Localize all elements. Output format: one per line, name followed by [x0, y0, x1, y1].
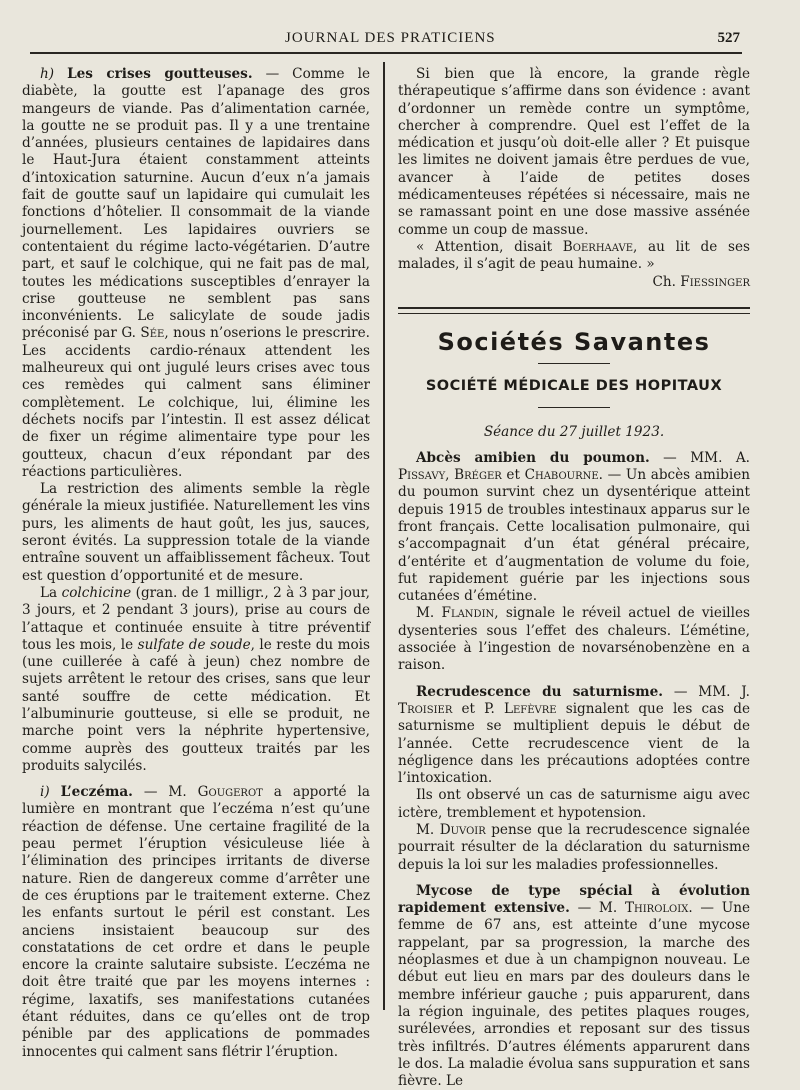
column-divider: [383, 62, 385, 1010]
body-text: — M.: [132, 784, 198, 801]
item-label-i: i): [40, 784, 50, 801]
paragraph-duvoir: [398, 822, 750, 874]
author-name: Thiroloix: [624, 900, 689, 917]
body-text: et: [501, 467, 525, 484]
body-text: signalent que les cas de saturnisme se multiplient depuis le début de l’année. Cette recrudescence vient de la négligence dans les précautions adoptées contre l’intoxication.: [398, 700, 750, 787]
body-text: , au lit de ses malades, il s’agit de peau humaine. »: [398, 238, 750, 273]
section-title: Sociétés Savantes: [437, 327, 711, 356]
body-text: M.: [416, 821, 440, 838]
paragraph-continuation: Si bien que là encore, la grande règle thérapeutique s’affirme dans son évidence : avant d’ordonner un remède contre un symptôme, chercher à comprendre. Quel est l’effet de la médication et jusqu’où doit-elle aller ? Et puisque les limites ne doivent jamais être perdues de vue, avancer à l’aide de petites doses médicamenteuses répétées si nécessaire, mais ne se ramassant point en une dose massive assénée comme un coup de massue.: [398, 66, 750, 238]
term-sulfate-de-soude: sulfate de soude: [137, 636, 251, 653]
body-text: , nous n’oserions le prescrire. Les accidents cardio-rénaux attendent les malheureux qui ont jugulé leurs crises avec tous ces remèdes qui calment sans éliminer complètement. Le colchique, lui, élimine les déchets nocifs par l’intestin. Il est assez délicat de fixer un régime alimentaire type pour les goutteux, chacun d’eux répondant par des réactions particulières.: [22, 325, 370, 480]
paragraph-restriction: La restriction des aliments semble la règle générale la mieux justifiée. Naturellement les vins purs, les aliments de haut goût, les jus, sauces, seront évités. La suppression totale de la viande entraîne souvent un affaiblissement fâcheux. Tout est question d’opportunité et de mesure.: [22, 481, 370, 584]
author-name: Bréger: [454, 467, 502, 484]
body-text: — MM. A.: [649, 449, 750, 466]
right-column: [398, 66, 750, 1090]
paragraph-mycose: [398, 883, 750, 1090]
society-title: SOCIÉTÉ MÉDICALE DES HOPITAUX: [425, 378, 723, 395]
body-text: — Comme le diabète, la goutte est l’apanage des gros mangeurs de viande. Pas d’alimentation carnée, la goutte ne se produit pas. Il y a une trentaine d’années, plusieurs centaines de lapidaires dans le Haut-Jura étaient constamment atteints d’intoxication saturnine. Aucun d’eux n’a jamais fait de goutte sauf un lapidaire qui cumulait les fonctions d’hôtelier. Il consommait de la viande journellement. Les lapidaires ouvriers se contentaient du régime lacto-végétarien. D’autre part, et sauf le colchique, qui ne fait pas de mal, toutes les médications susceptibles d’enrayer la crise goutteuse ne semblent pas sans inconvénients. Le salicylate de soude jadis préconisé par: [22, 66, 370, 342]
signature-name: Fiessinger: [680, 273, 750, 290]
paragraph-crises-goutteuses: [22, 66, 370, 481]
session-date: Séance du 27 juillet 1923.: [483, 424, 665, 441]
paragraph-quote: [398, 239, 750, 274]
body-text: La: [40, 584, 62, 601]
short-rule: [538, 407, 610, 408]
section-divider: [398, 307, 750, 314]
author-name: Chabourne: [524, 467, 599, 484]
author-name: Gougerot: [197, 784, 263, 801]
body-text: — MM. J.: [662, 683, 750, 700]
body-text: « Attention, disait: [416, 238, 563, 255]
heading-crises-goutteuses: Les crises goutteuses.: [67, 66, 253, 82]
term-colchicine: colchicine: [61, 584, 132, 601]
short-rule: [538, 363, 610, 364]
left-column: [22, 66, 370, 1061]
body-text: . — Un abcès amibien du poumon survint chez un dysentérique atteint depuis 1915 de troubles intestinaux apparus sur le front français. Cette localisation pulmonaire, qui s’accompagnait d’un état général précaire, d’entérite et d’augmentation de volume du foie, fut rapidement guérie par les injections sous cutanées d’émétine.: [398, 467, 750, 605]
heading-eczema: L’eczéma.: [60, 784, 133, 801]
body-text: pense que la recrudescence signalée pourrait résulter de la déclaration du saturnisme depuis la loi sur les maladies professionnelles.: [398, 821, 751, 873]
running-header: [30, 28, 740, 52]
author-name: Pissavy: [398, 467, 446, 484]
page-number: 527: [717, 30, 740, 46]
paragraph-flandin: [398, 605, 750, 674]
header-rule: [30, 52, 742, 54]
item-label-h: h): [40, 66, 55, 82]
body-text: a apporté la lumière en montrant que l’eczéma n’est qu’une réaction de défense. Une certaine fragilité de la peau permet l’éruption vésiculeuse liée à l’élimination des principes irritants de diverse nature. Rien de dangereux comme d’arrêter une de ces éruptions par le traitement externe. Chez les enfants surtout le péril est constant. Les anciens insistaient beaucoup sur des constatations de cet ordre et dans le peuple encore la crainte salutaire subsiste. L’eczéma ne doit être traité que par les moyens internes : régime, laxatifs, ses manifestations cutanées étant réduites, dans ce qu’elles ont de trop pénible par des applications de pommades innocentes qui calment sans flétrir l’éruption.: [22, 784, 371, 1060]
body-text: et P.: [452, 700, 504, 717]
paragraph-saturnisme: [398, 684, 750, 788]
heading-abces-amibien: Abcès amibien du poumon.: [416, 449, 650, 466]
author-name: Duvoir: [439, 821, 486, 838]
author-name: G. Sée: [121, 325, 165, 342]
body-text: . — Une femme de 67 ans, est atteinte d’une mycose rappelant, par sa progression, la marche des néoplasmes et due à un champignon nouveau. Le début eut lieu en mars par des douleurs dans le membre inférieur gauche ; puis apparurent, dans la région inguinale, des petites plaques rouges, surélevées, arrondies et reposant sur des tissus très infiltrés. D’autres éléments apparurent dans le dos. La maladie évolua sans suppuration et sans fièvre. Le: [398, 900, 750, 1090]
body-text: M.: [416, 605, 442, 622]
heading-saturnisme: Recrudescence du saturnisme.: [416, 683, 663, 700]
author-name: Lefèvre: [503, 700, 557, 717]
paragraph-colchicine: [22, 585, 370, 775]
body-text: — M.: [569, 900, 625, 917]
author-name: Troisier: [398, 700, 453, 717]
author-name: Boerhaave: [562, 238, 634, 255]
body-text: (gran. de 1 milligr., 2 à 3 par jour, 3 jours, et 2 pendant 3 jours), prise au cours de l’attaque et continuée ensuite à titre préventif tous les mois, le: [22, 584, 370, 653]
body-text: ,: [445, 467, 455, 484]
paragraph-saturnisme-aigu: Ils ont observé un cas de saturnisme aigu avec ictère, tremblement et hypotension.: [398, 787, 750, 821]
paragraph-eczema: [22, 784, 370, 1061]
heading-mycose: Mycose de type spécial à évolution rapidement extensive.: [398, 882, 750, 917]
author-name: Flandin: [441, 605, 495, 622]
signature: [398, 274, 750, 291]
journal-title: JOURNAL DES PRATICIENS: [285, 30, 496, 46]
body-text: , le reste du mois (une cuillerée à café à jeun) chez nombre de sujets arrêtent le retour des crises, sans que leur santé souffre de cette médication. Et l’albuminurie goutteuse, si elle se produit, ne marche point vers la néphrite hypertensive, comme auprès des goutteux traités par les produits salycilés.: [22, 636, 370, 774]
paragraph-abces-amibien: [398, 450, 750, 606]
body-text: , signale le réveil actuel de vieilles dysenteries sous l’effet des chaleurs. L’émétine, associée à l’ingestion de novarsénobenzène en a raison.: [398, 605, 751, 674]
signature-initial: Ch.: [652, 273, 681, 290]
